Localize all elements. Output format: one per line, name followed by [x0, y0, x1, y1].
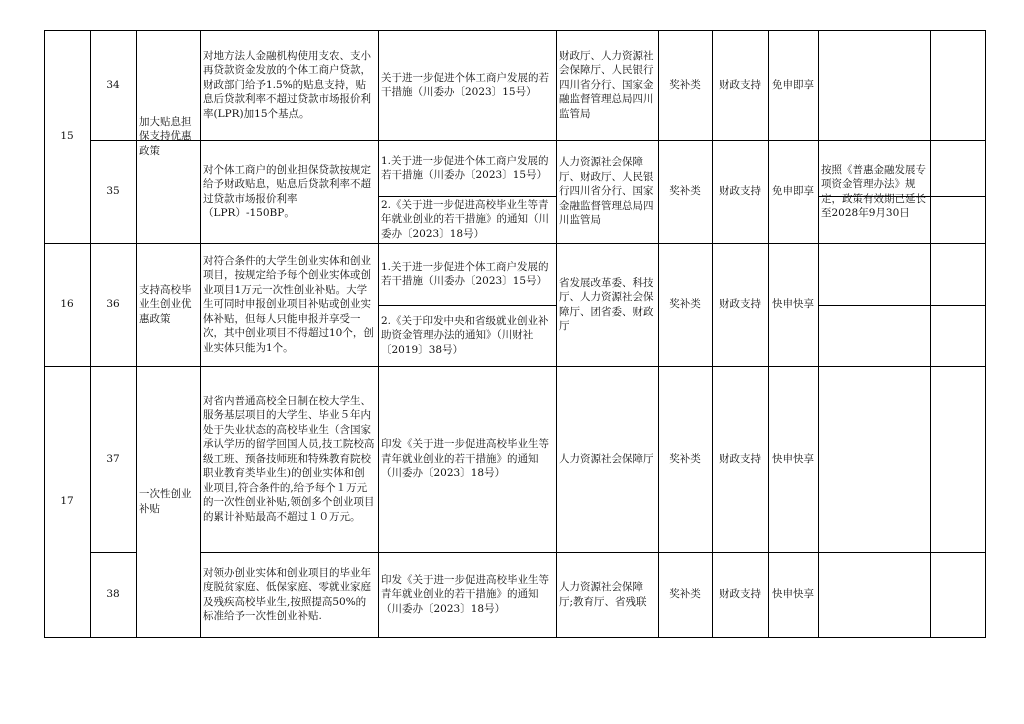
policy-content: 对地方法人金融机构使用支农、支小再贷款资金发放的个体工商户贷款，财政部门给予1.5%的贴息支持，贴息后贷款利率不超过贷款市场报价利率(LPR)加15个基点。 — [203, 49, 371, 120]
type-cell — [658, 243, 712, 366]
policy-table — [44, 30, 986, 638]
support-method: 财政支持 — [719, 78, 761, 91]
method-cell — [712, 140, 768, 243]
item-number: 34 — [106, 78, 120, 91]
policy-basis-cell — [378, 243, 556, 305]
policy-type: 奖补类 — [669, 298, 701, 311]
mode-cell — [768, 30, 818, 140]
method-cell — [712, 243, 768, 366]
responsible-departments: 人力资源社会保障厅、财政厅、人民银行四川省分行、国家金融监督管理总局四川监管局 — [559, 156, 654, 227]
support-method: 财政支持 — [719, 588, 761, 601]
category-cell — [136, 243, 200, 366]
policy-note: 按照《普惠金融发展专项资金管理办法》规定，政策有效期已延长至2028年9月30日 — [821, 163, 926, 219]
group-number-cell — [44, 30, 90, 243]
policy-content-cell — [200, 366, 378, 552]
group-number-cell — [44, 366, 90, 637]
item-number: 35 — [106, 185, 120, 198]
grid-line — [44, 637, 986, 638]
departments-cell — [556, 552, 658, 637]
type-cell — [658, 366, 712, 552]
policy-basis: 2.《关于印发中央和省级就业创业补助资金管理办法的通知》（川财社〔2019〕38号） — [381, 314, 549, 356]
item-number-cell — [90, 552, 136, 637]
item-number-cell — [90, 140, 136, 243]
policy-content-cell — [200, 30, 378, 140]
group-number: 15 — [60, 130, 74, 143]
item-number: 38 — [106, 588, 120, 601]
policy-basis-cell — [378, 30, 556, 140]
method-cell — [712, 552, 768, 637]
grid-line — [818, 30, 819, 638]
support-method: 财政支持 — [719, 298, 761, 311]
policy-basis: 印发《关于进一步促进高校毕业生等青年就业创业的若干措施》的通知（川委办〔2023〕18号） — [381, 438, 549, 480]
mode-cell — [768, 552, 818, 637]
policy-basis-cell — [378, 552, 556, 637]
policy-basis-cell — [378, 140, 556, 196]
category-label: 加大贴息担保支持优惠政策 — [139, 115, 192, 157]
departments-cell — [556, 30, 658, 140]
grid-line — [818, 305, 986, 306]
application-mode: 免申即享 — [772, 185, 814, 198]
policy-basis-cell — [378, 196, 556, 243]
group-number: 17 — [60, 495, 74, 508]
policy-content: 对省内普通高校全日制在校大学生、服务基层项目的大学生、毕业５年内处于失业状态的高校毕业生（含国家承认学历的留学回国人员,技工院校高级工班、预备技师班和特殊教育院校职业教育类毕业生)的创业实体和创业项目,符合条件的,给予每个１万元的一次性创业补贴,领创多个创业项目的累计补贴最高不超过１０万元。 — [203, 394, 375, 523]
category-cell — [136, 30, 200, 243]
policy-content: 对领办创业实体和创业项目的毕业年度脱贫家庭、低保家庭、零就业家庭及残疾高校毕业生,按照提高50%的标准给予一次性创业补贴. — [203, 566, 371, 622]
policy-content-cell — [200, 552, 378, 637]
mode-cell — [768, 140, 818, 243]
policy-basis-cell — [378, 305, 556, 366]
mode-cell — [768, 366, 818, 552]
application-mode: 快申快享 — [772, 588, 814, 601]
responsible-departments: 人力资源社会保障厅;教育厅、省残联 — [559, 581, 647, 608]
mode-cell — [768, 243, 818, 366]
policy-basis: 关于进一步促进个体工商户发展的若干措施（川委办〔2023〕15号） — [381, 71, 549, 98]
type-cell — [658, 552, 712, 637]
departments-cell — [556, 366, 658, 552]
policy-basis-cell — [378, 366, 556, 552]
item-number-cell — [90, 243, 136, 366]
responsible-departments: 财政厅、人力资源社会保障厅、人民银行四川省分行、国家金融监督管理总局四川监管局 — [559, 49, 654, 120]
policy-content: 对个体工商户的创业担保贷款按规定给予财政贴息，贴息后贷款利率不超过贷款市场报价利率（LPR）-150BP。 — [203, 163, 371, 219]
policy-basis: 1.关于进一步促进个体工商户发展的若干措施（川委办〔2023〕15号） — [381, 154, 549, 181]
group-number-cell — [44, 243, 90, 366]
policy-type: 奖补类 — [669, 588, 701, 601]
group-number: 16 — [60, 298, 74, 311]
responsible-departments: 人力资源社会保障厅 — [559, 452, 654, 465]
policy-content-cell — [200, 140, 378, 243]
grid-line — [930, 30, 931, 638]
departments-cell — [556, 140, 658, 243]
application-mode: 快申快享 — [772, 452, 814, 465]
responsible-departments: 省发展改革委、科技厅、人力资源社会保障厅、团省委、财政厅 — [559, 276, 654, 332]
grid-line — [985, 30, 986, 638]
type-cell — [658, 140, 712, 243]
policy-content-cell — [200, 243, 378, 366]
item-number: 37 — [106, 452, 120, 465]
item-number: 36 — [106, 298, 120, 311]
policy-basis: 2.《关于进一步促进高校毕业生等青年就业创业的若干措施》的通知（川委办〔2023〕18号） — [381, 198, 549, 240]
policy-type: 奖补类 — [669, 78, 701, 91]
application-mode: 快申快享 — [772, 298, 814, 311]
policy-basis: 1.关于进一步促进个体工商户发展的若干措施（川委办〔2023〕15号） — [381, 260, 549, 287]
departments-cell — [556, 243, 658, 366]
support-method: 财政支持 — [719, 452, 761, 465]
support-method: 财政支持 — [719, 185, 761, 198]
policy-basis: 印发《关于进一步促进高校毕业生等青年就业创业的若干措施》的通知（川委办〔2023〕18号） — [381, 573, 549, 615]
item-number-cell — [90, 30, 136, 140]
category-label: 支持高校毕业生创业优惠政策 — [139, 283, 192, 325]
method-cell — [712, 366, 768, 552]
category-label: 一次性创业补贴 — [139, 488, 192, 515]
item-number-cell — [90, 366, 136, 552]
category-cell — [136, 366, 200, 637]
policy-type: 奖补类 — [669, 452, 701, 465]
application-mode: 免申即享 — [772, 78, 814, 91]
note-cell — [818, 140, 930, 243]
type-cell — [658, 30, 712, 140]
policy-content: 对符合条件的大学生创业实体和创业项目，按规定给予每个创业实体或创业项目1万元一次性创业补贴。大学生可同时申报创业项目补贴或创业实体补贴，但每人只能申报并享受一次，其中创业项目不得超过10个，创业实体只能为1个。 — [203, 254, 374, 354]
policy-type: 奖补类 — [669, 185, 701, 198]
method-cell — [712, 30, 768, 140]
